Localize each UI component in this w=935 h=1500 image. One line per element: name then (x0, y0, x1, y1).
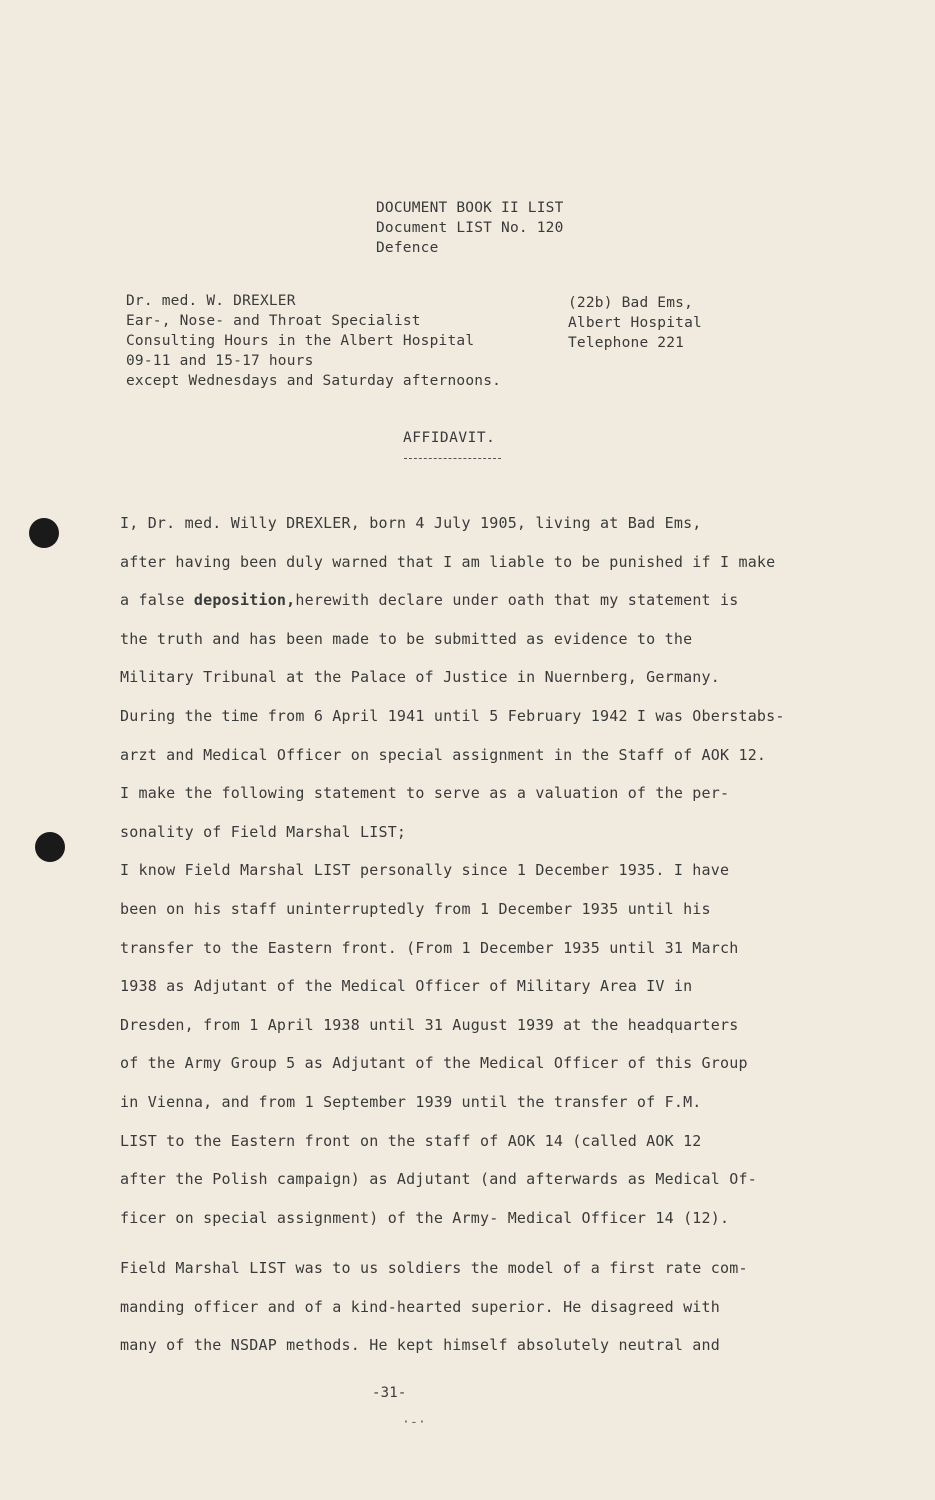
body-line: LIST to the Eastern front on the staff of AOK 14 (called AOK 12 (120, 1131, 702, 1150)
document-header (376, 198, 564, 258)
body-line-deposition (120, 581, 820, 620)
body-line: manding officer and of a kind-hearted superior. He disagreed with (120, 1297, 720, 1316)
sender-hours-line: Consulting Hours in the Albert Hospital (126, 333, 475, 349)
body-line-rest: herewith declare under oath that my statement is (295, 591, 739, 610)
body-line-prefix: a false (120, 591, 185, 610)
body-line: Field Marshal LIST was to us soldiers the model of a first rate com- (120, 1259, 748, 1278)
address-telephone: Telephone 221 (568, 335, 685, 351)
deposition-word: deposition, (193, 591, 296, 610)
body-line: many of the NSDAP methods. He kept himself absolutely neutral and (120, 1336, 720, 1355)
body-line: the truth and has been made to be submitted as evidence to the (120, 629, 693, 648)
body-line: ficer on special assignment) of the Army- Medical Officer 14 (12). (120, 1208, 730, 1227)
body-line: I make the following statement to serve as a valuation of the per- (120, 784, 730, 803)
sender-block (126, 291, 501, 391)
body-line: Military Tribunal at the Palace of Justice in Nuernberg, Germany. (120, 668, 720, 687)
body-line: 1938 as Adjutant of the Medical Officer of Military Area IV in (120, 977, 693, 996)
body-line: During the time from 6 April 1941 until 5 February 1942 I was Oberstabs- (120, 706, 785, 725)
body-line: transfer to the Eastern front. (From 1 December 1935 until 31 March (120, 938, 739, 957)
header-line-3: Defence (376, 240, 439, 256)
punch-hole-top (29, 518, 59, 548)
body-line: been on his staff uninterruptedly from 1 December 1935 until his (120, 899, 711, 918)
address-hospital: Albert Hospital (568, 315, 702, 331)
body-line: sonality of Field Marshal LIST; (120, 822, 407, 841)
stray-mark: ·-· (402, 1415, 427, 1430)
address-city: (22b) Bad Ems, (568, 295, 694, 311)
sender-specialty: Ear-, Nose- and Throat Specialist (126, 313, 421, 329)
affidavit-body (120, 504, 820, 1365)
body-line: after having been duly warned that I am liable to be punished if I make (120, 552, 776, 571)
body-line: Dresden, from 1 April 1938 until 31 August 1939 at the headquarters (120, 1015, 739, 1034)
header-line-2: Document LIST No. 120 (376, 220, 564, 236)
sender-hours: 09-11 and 15-17 hours (126, 353, 314, 369)
address-block (568, 293, 702, 353)
page-number: -31- (372, 1385, 407, 1401)
body-line: in Vienna, and from 1 September 1939 until the transfer of F.M. (120, 1092, 702, 1111)
paragraph-gap (120, 1237, 820, 1249)
body-line: arzt and Medical Officer on special assignment in the Staff of AOK 12. (120, 745, 767, 764)
header-line-1: DOCUMENT BOOK II LIST (376, 200, 564, 216)
title-underline (404, 458, 501, 459)
body-line: of the Army Group 5 as Adjutant of the Medical Officer of this Group (120, 1054, 748, 1073)
body-line: I, Dr. med. Willy DREXLER, born 4 July 1905, living at Bad Ems, (120, 514, 702, 532)
sender-name: Dr. med. W. DREXLER (126, 293, 296, 309)
body-line: after the Polish campaign) as Adjutant (and afterwards as Medical Of- (120, 1170, 757, 1189)
punch-hole-bottom (35, 832, 65, 862)
sender-except: except Wednesdays and Saturday afternoons. (126, 373, 502, 389)
body-line: I know Field Marshal LIST personally since 1 December 1935. I have (120, 861, 730, 880)
document-title: AFFIDAVIT. (403, 430, 496, 446)
